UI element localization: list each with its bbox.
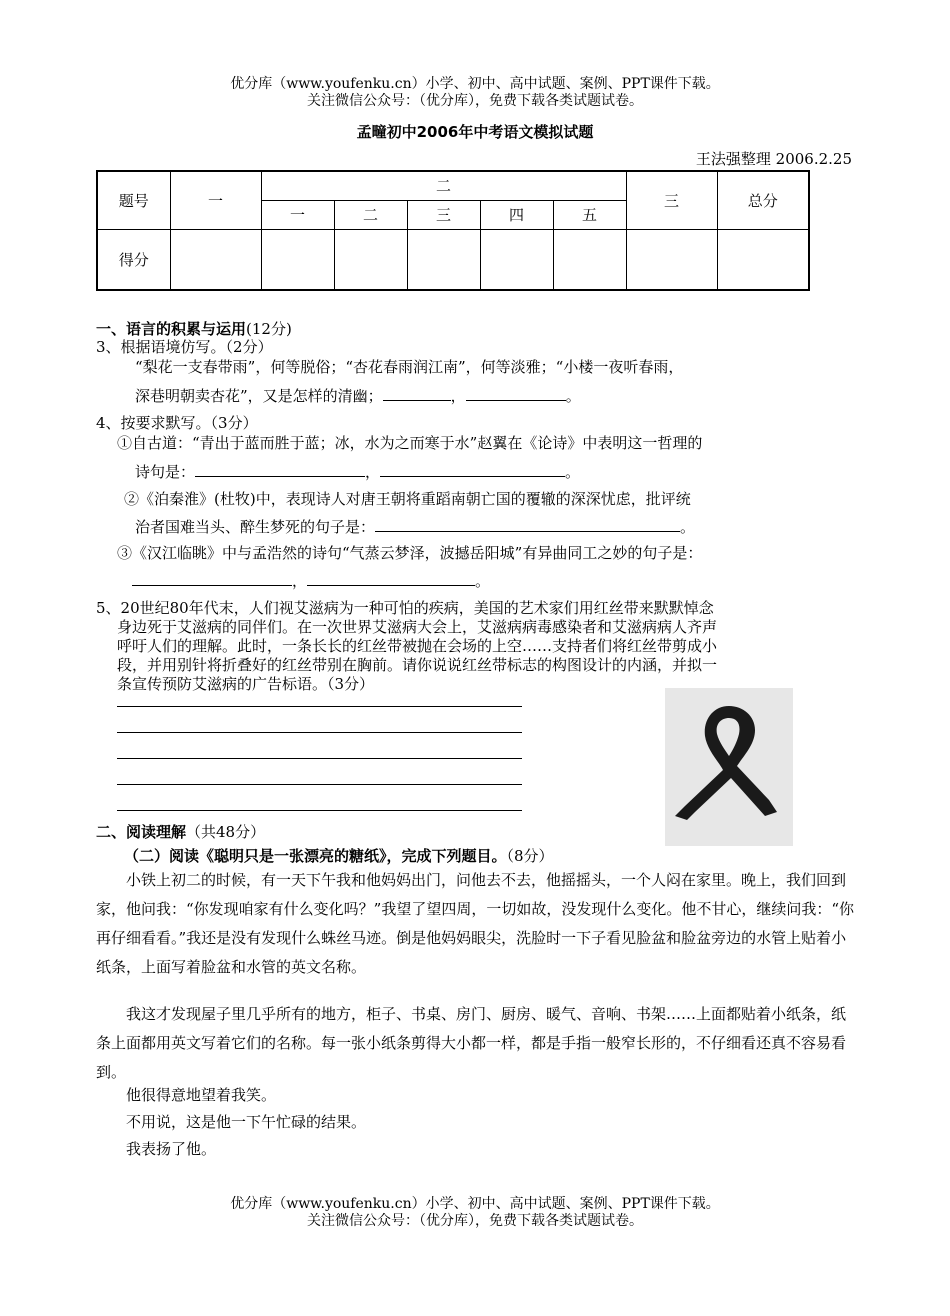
red-ribbon-icon <box>665 688 793 846</box>
score-cell <box>717 229 809 290</box>
q3-end: 。 <box>565 387 581 405</box>
sub-col-3: 三 <box>407 200 480 229</box>
answer-line[interactable] <box>117 706 522 707</box>
section-2-points: （共48分） <box>186 823 266 841</box>
q4-item-2-line-2 <box>135 517 695 537</box>
section-1-title: 一、语言的积累与运用 <box>96 320 247 338</box>
reading-paragraph-5: 我表扬了他。 <box>126 1140 217 1158</box>
q5-line-5: 条宣传预防艾滋病的广告标语。（3分） <box>117 675 375 693</box>
q3-line-1: “梨花一支春带雨”，何等脱俗；“杏花春雨润江南”，何等淡雅；“小楼一夜听春雨， <box>135 358 684 376</box>
q4-item-2-prompt: 治者国难当头、醉生梦死的句子是： <box>135 518 376 536</box>
reading-points: （8分） <box>506 847 554 865</box>
q4-item-2-line-1: ②《泊秦淮》(杜牧)中，表现诗人对唐王朝将重蹈南朝亡国的覆辙的深深忧虑，批评统 <box>124 490 691 508</box>
q4-end: 。 <box>680 518 696 536</box>
answer-line[interactable] <box>117 758 522 759</box>
q4-separator: ， <box>292 572 308 590</box>
q4-end: 。 <box>565 463 581 481</box>
section-2-heading <box>96 822 265 842</box>
q4-end: 。 <box>475 572 491 590</box>
reading-paragraph-1: 小铁上初二的时候，有一天下午我和他妈妈出门，问他去不去，他摇摇头，一个人闷在家里。晚上，我们回到家，他问我：“你发现咱家有什么变化吗？”我望了望四周，一切如故，没发现什么变化。他不甘心，继续问我：“你再仔细看看。”我还是没有发现什么蛛丝马迹。倒是他妈妈眼尖，洗脸时一下子看见脸盆和脸盆旁边的水管上贴着小纸条，上面写着脸盆和水管的英文名称。 <box>96 871 855 976</box>
reading-paragraph-4: 不用说，这是他一下午忙碌的结果。 <box>126 1113 367 1131</box>
q5-line-4: 段，并用别针将折叠好的红丝带别在胸前。请你说说红丝带标志的构图设计的内涵，并拟一 <box>117 656 718 674</box>
section-1-heading <box>96 319 292 339</box>
editor-credit <box>696 148 852 169</box>
section-1-points: (12分) <box>246 320 292 338</box>
sub-col-4: 四 <box>480 200 553 229</box>
q4-item-1-prompt: 诗句是： <box>135 463 196 481</box>
header-line-2: 关注微信公众号：（优分库），免费下载各类试题试卷。 <box>307 93 643 109</box>
row-label-question-number: 题号 <box>97 171 170 229</box>
answer-line[interactable] <box>117 732 522 733</box>
score-cell <box>170 229 261 290</box>
editor-name: 王法强整理 <box>695 150 771 168</box>
score-cell <box>261 229 334 290</box>
score-table <box>96 170 810 291</box>
reading-title: （二）阅读《聪明只是一张漂亮的糖纸》，完成下列题目。 <box>124 847 507 865</box>
q3-answer-blank-1[interactable] <box>383 386 451 401</box>
q4-separator: ， <box>365 463 381 481</box>
score-cell <box>553 229 626 290</box>
reading-paragraph-3: 他很得意地望着我笑。 <box>126 1086 277 1104</box>
q4-item-2-blank[interactable] <box>375 517 680 532</box>
q4-item-3-line-2 <box>132 571 490 591</box>
q4-item-1-blank-1[interactable] <box>195 462 365 477</box>
score-cell <box>626 229 717 290</box>
q5-line-3: 呼吁人们的理解。此时，一条长长的红丝带被抛在会场的上空……支持者们将红丝带剪成小 <box>117 637 718 655</box>
q3-separator: ， <box>450 387 466 405</box>
score-cell <box>407 229 480 290</box>
section-2-title: 二、阅读理解 <box>96 823 187 841</box>
score-cell <box>480 229 553 290</box>
red-ribbon-image <box>665 688 793 846</box>
score-cell <box>334 229 407 290</box>
q5-line-1: 5、20世纪80年代末，人们视艾滋病为一种可怕的疾病，美国的艺术家们用红丝带来默默悼念 <box>96 599 714 617</box>
col-total: 总分 <box>717 171 809 229</box>
col-part-three: 三 <box>626 171 717 229</box>
col-part-two: 二 <box>261 171 626 200</box>
sub-col-2: 二 <box>334 200 407 229</box>
q5-line-2: 身边死于艾滋病的同伴们。在一次世界艾滋病大会上，艾滋病病毒感染者和艾滋病病人齐声 <box>117 618 718 636</box>
row-label-score: 得分 <box>97 229 170 290</box>
q4-item-1-line-1: ①自古道：“青出于蓝而胜于蓝；冰，水为之而寒于水”赵翼在《论诗》中表明这一哲理的 <box>117 434 703 452</box>
sub-col-5: 五 <box>553 200 626 229</box>
footer-line-1: 优分库（www.youfenku.cn）小学、初中、高中试题、案例、PPT课件下载。 <box>230 1196 720 1212</box>
q3-answer-blank-2[interactable] <box>466 386 566 401</box>
q4-item-3-blank-2[interactable] <box>307 571 475 586</box>
q4-item-1-line-2 <box>135 462 580 482</box>
q3-line-2 <box>135 386 581 406</box>
col-part-one: 一 <box>170 171 261 229</box>
footer-line-2: 关注微信公众号：（优分库），免费下载各类试题试卷。 <box>307 1213 643 1229</box>
reading-paragraph-2: 我这才发现屋子里几乎所有的地方，柜子、书桌、房门、厨房、暖气、音响、书架……上面都贴着小纸条，纸条上面都用英文写着它们的名称。每一张小纸条剪得大小都一样，都是手指一般窄长形的，不仔细看还真不容易看到。 <box>96 1005 847 1081</box>
answer-line[interactable] <box>117 810 522 811</box>
q4-item-3-line-1: ③《汉江临眺》中与孟浩然的诗句“气蒸云梦泽，波撼岳阳城”有异曲同工之妙的句子是： <box>117 544 703 562</box>
q4-item-1-blank-2[interactable] <box>380 462 565 477</box>
answer-line[interactable] <box>117 784 522 785</box>
q4-item-3-blank-1[interactable] <box>132 571 292 586</box>
q3-line-2-text: 深巷明朝卖杏花”，又是怎样的清幽； <box>135 387 383 405</box>
sub-col-1: 一 <box>261 200 334 229</box>
editor-date: 2006.2.25 <box>775 150 852 168</box>
exam-title: 孟疃初中2006年中考语文模拟试题 <box>356 123 594 141</box>
q3-title: 3、根据语境仿写。（2分） <box>96 338 273 356</box>
reading-heading <box>124 846 554 866</box>
q4-title: 4、按要求默写。（3分） <box>96 414 258 432</box>
header-line-1: 优分库（www.youfenku.cn）小学、初中、高中试题、案例、PPT课件下载。 <box>230 76 720 92</box>
